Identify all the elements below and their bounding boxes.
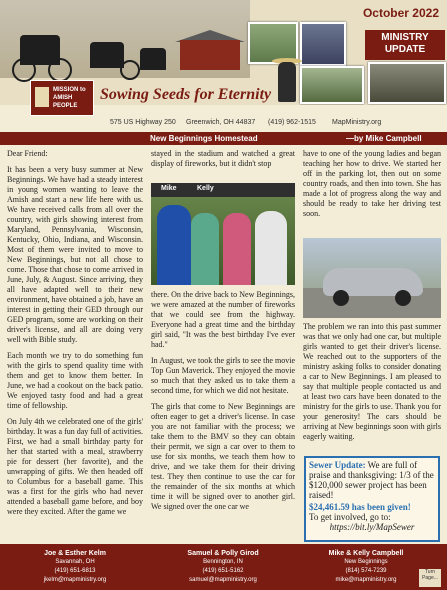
sewer-link[interactable]: https://bit.ly/MapSewer (329, 522, 415, 532)
person-figure (157, 205, 191, 285)
logo-line3: PEOPLE (53, 103, 78, 109)
contact-place: Savannah, OH (55, 559, 95, 565)
contact-girod (153, 549, 293, 585)
sewer-label: Sewer Update: (309, 460, 366, 470)
map-logo (30, 80, 94, 116)
paragraph: In August, we took the girls to see the movie Top Gun Maverick. They enjoyed the movie so much that they asked us to take them a second time, for which we did not hesitate. (151, 356, 295, 395)
stadium-photo (151, 183, 295, 285)
column-3-bottom (303, 322, 441, 448)
contact-email[interactable]: samuel@mapministry.org (189, 577, 257, 583)
paragraph: there. On the drive back to New Beginnings, we were amazed at the number of fireworks that we could see from the highway. Everyone had a great time and the birthday girl said, "It was the best birthday I've ever had." (151, 290, 295, 349)
sewer-text (309, 460, 435, 500)
contacts-footer (0, 544, 447, 590)
meeting-photo (368, 62, 446, 104)
wheel-icon (333, 290, 349, 306)
contact-place: Bennington, IN (203, 559, 243, 565)
turn-line2: Page... (422, 575, 438, 581)
logo-mark-icon (35, 87, 49, 107)
paragraph: On July 4th we celebrated one of the girls' birthday. It was a fun day full of activities. First, we had a small birthday party for her that started with a meal, strawberry pie for dessert (her favorite), and the unwrapping of gifts. We then headed off to Columbus for a baseball game. This was a first for the girls who had never attended a baseball game before, and boy were they excited. After the game we (7, 417, 143, 516)
city-address: Greenwich, OH 44837 (186, 119, 256, 126)
buggy-icon (140, 48, 166, 70)
article-banner (0, 132, 447, 145)
paragraph: stayed in the stadium and watched a great display of fireworks, but it didn't stop (151, 149, 295, 168)
website-link[interactable]: MapMinistry.org (332, 119, 382, 126)
tagline: Sowing Seeds for Eternity (100, 86, 272, 103)
contact-phone: (419) 651-5162 (202, 568, 244, 574)
contact-email[interactable]: mike@mapministry.org (335, 577, 397, 583)
paragraph: Each month we try to do something fun with the girls to spend quality time with them and get to know them better. In June, we had a cookout on the back patio. We enjoyed tasty food and had a great time of fellowship. (7, 351, 143, 410)
paragraph: have to one of the young ladies and began teaching her how to drive. We started her off in the parking lot, then out on some country roads, and then into town. She has made a lot of progress along the way and should be ready to take her driving test soon. (303, 149, 441, 218)
column-2-bottom (151, 290, 295, 518)
sewer-involved: To get involved, go to: (309, 512, 391, 522)
group-photo (300, 22, 346, 66)
logo-line2: AMISH (53, 95, 73, 101)
wheel-icon (12, 58, 36, 82)
issue-month: October 2022 (362, 6, 439, 20)
contact-name: Samuel & Polly Girod (187, 550, 259, 557)
contact-campbell (296, 549, 436, 585)
street-address: 575 US Highway 250 (110, 119, 176, 126)
ministry-update-badge (365, 30, 445, 60)
turn-page-note (419, 569, 441, 587)
paragraph: The problem we ran into this past summer was that we only had one car, but multiple girls wanted to get their driver's license. We reached out to the supporters of the ministry asking folks to consider donating a car to New Beginnings. I am pleased to say that multiple people contacted us and at least two cars have been donated to the ministry for the girls to use. Thank you for your generosity! The cars should be arriving at New beginnings soon with girls eagerly waiting. (303, 322, 441, 441)
contact-email[interactable]: jkelm@mapministry.org (43, 577, 107, 583)
children-photo (300, 66, 364, 104)
contact-name: Joe & Esther Kelm (44, 550, 106, 557)
buggy-icon (90, 42, 124, 68)
column-1 (7, 149, 143, 523)
paragraph: Dear Friend: (7, 149, 48, 158)
wheel-icon (48, 58, 72, 82)
person-figure (223, 213, 251, 285)
contact-kelm (5, 549, 145, 585)
barn (180, 40, 240, 70)
article-title: New Beginnings Homestead (150, 134, 258, 143)
sewer-description: We are full of praise and thanksgiving: 1/3 of the $120,000 sewer project has been raised! (309, 460, 434, 500)
contact-name: Mike & Kelly Campbell (328, 550, 404, 557)
sewer-given: $24,461.59 has been given! (309, 502, 411, 512)
person-figure (255, 211, 287, 285)
wheel-icon (120, 60, 140, 80)
article-byline: —by Mike Campbell (346, 134, 422, 143)
contact-place: New Beginnings (344, 559, 388, 565)
contact-phone: (419) 651-6813 (54, 568, 96, 574)
person-figure (191, 213, 219, 285)
photo-label-kelly: Kelly (197, 185, 214, 192)
logo-line1: MISSION to (53, 87, 86, 93)
paragraph: It has been a very busy summer at New Beginnings. We have had a steady interest in young women wanting to leave the Amish and start a new life here with us. We have received calls from all over the country, with girls showing interest from Maryland, Pennsylvania, Wisconsin, Kentucky, Ohio, Indiana, and Wisconsin. Most of them were invited to move to New Beginnings, but not all chose to come. Those that chose to come arrived in June, July, & August. Since arriving, they all have adapted well to their new environment, have obtained a job, have an interest in getting their GED through our GED program, some are working on their driver's license, and all are doing very well with Bible study. (7, 165, 143, 344)
sewer-update-box (304, 456, 440, 542)
turn-line1: Turn (424, 569, 436, 575)
wheel-icon (395, 290, 411, 306)
badge-line2: UPDATE (384, 44, 426, 55)
column-2-top (151, 149, 295, 175)
column-3-top (303, 149, 441, 225)
photo-label-mike: Mike (161, 185, 177, 192)
office-phone: (419) 962-1515 (268, 119, 316, 126)
contact-phone: (814) 574-7239 (345, 568, 387, 574)
address-bar (0, 119, 447, 130)
paragraph: The girls that come to New Beginnings are often eager to get a driver's license. In case you are not familiar with the process; we take them to the BMV so they can obtain their permit, we sign a car over to them to use for six months, we teach them how to drive, and we take them for their driving test. They then continue to use the car for the remainder of the six months at which time it will be signed over to another girl. We signed over the one car we (151, 402, 295, 511)
car-photo (303, 238, 441, 318)
badge-line1: MINISTRY (381, 32, 429, 43)
farmer-figure (278, 62, 296, 102)
